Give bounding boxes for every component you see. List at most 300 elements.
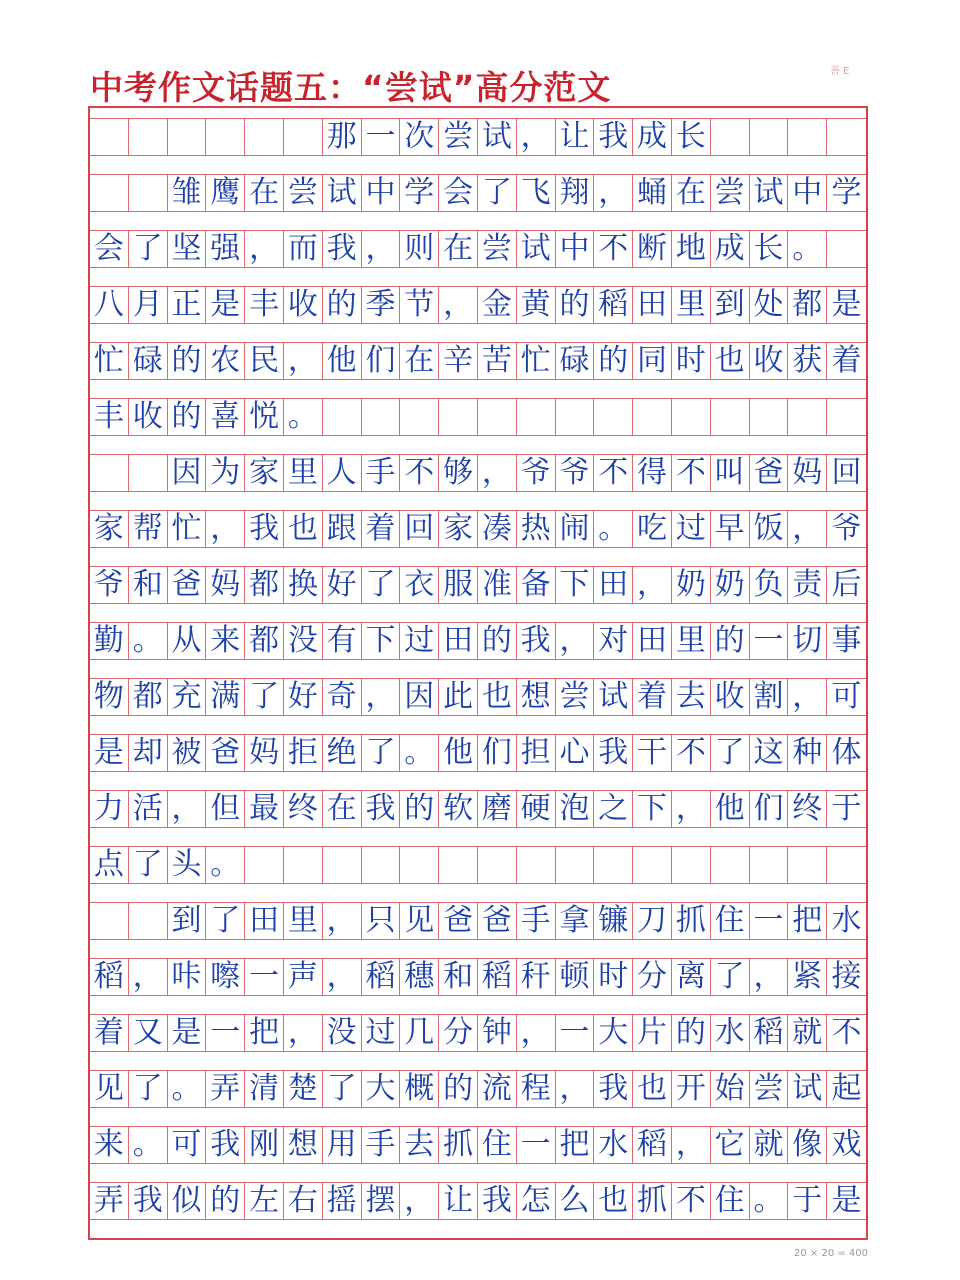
- grid-cell: 是: [206, 287, 245, 323]
- grid-cell: 没: [323, 1015, 362, 1051]
- grid-cell: 接: [831, 959, 862, 994]
- grid-cell: 在: [323, 791, 362, 827]
- grid-cell: 爸: [206, 735, 245, 771]
- grid-cell: 不: [594, 231, 633, 267]
- grid-cell: 都: [245, 623, 284, 659]
- grid-cell: 了: [478, 175, 517, 211]
- essay-topic-title: 中考作文话题五：“尝试”高分范文: [90, 68, 612, 107]
- grid-cell: 满: [206, 679, 245, 715]
- grid-cell: 有: [323, 623, 362, 659]
- grid-cell: 妈: [206, 567, 245, 603]
- grid-cell: 软: [439, 791, 478, 827]
- grid-cell: ，: [478, 455, 517, 491]
- grid-cell: 戏: [831, 1127, 862, 1162]
- grid-cell: 可: [168, 1127, 207, 1163]
- grid-cell: [517, 399, 556, 435]
- grid-cell: 程: [517, 1071, 556, 1107]
- grid-cell: 下: [362, 623, 401, 659]
- grid-cell: 试: [478, 119, 517, 155]
- grid-cell: 过: [672, 511, 711, 547]
- grid-cell: [478, 847, 517, 883]
- grid-cell: 就: [750, 1127, 789, 1163]
- grid-cell: 像: [788, 1127, 827, 1163]
- grid-cell: 一: [517, 1127, 556, 1163]
- grid-cell: 碌: [556, 343, 595, 379]
- essay-line: [90, 566, 866, 604]
- grid-cell: 去: [400, 1127, 439, 1163]
- grid-cell: ，: [633, 567, 672, 603]
- grid-cell: 学: [831, 175, 862, 210]
- grid-cell: 分: [439, 1015, 478, 1051]
- grid-cell: 了: [129, 231, 168, 267]
- grid-cell: 学: [400, 175, 439, 211]
- grid-cell: [556, 847, 595, 883]
- grid-cell: 种: [788, 735, 827, 771]
- grid-cell: 抓: [672, 903, 711, 939]
- grid-cell: 都: [245, 567, 284, 603]
- essay-line: [90, 174, 866, 212]
- grid-cell: 爸: [478, 903, 517, 939]
- grid-cell: 水: [831, 903, 862, 938]
- grid-cell: 不: [672, 1183, 711, 1219]
- grid-cell: 田: [594, 567, 633, 603]
- grid-cell: [711, 119, 750, 155]
- grid-cell: 绝: [323, 735, 362, 771]
- grid-cell: 成: [633, 119, 672, 155]
- grid-cell: 试: [788, 1071, 827, 1107]
- grid-cell: 被: [168, 735, 207, 771]
- grid-cell: 是: [90, 735, 129, 771]
- grid-cell: 了: [362, 567, 401, 603]
- grid-cell: 的: [672, 1015, 711, 1051]
- grid-cell: 不: [400, 455, 439, 491]
- grid-cell: 的: [594, 343, 633, 379]
- grid-cell: ，: [556, 623, 595, 659]
- grid-cell: 摇: [323, 1183, 362, 1219]
- grid-cell: 服: [439, 567, 478, 603]
- grid-cell: [362, 399, 401, 435]
- grid-cell: 声: [284, 959, 323, 995]
- grid-cell: ，: [206, 511, 245, 547]
- grid-cell: 可: [831, 679, 862, 714]
- grid-cell: 水: [594, 1127, 633, 1163]
- grid-cell: 在: [672, 175, 711, 211]
- grid-cell: 去: [672, 679, 711, 715]
- essay-line: [90, 342, 866, 380]
- grid-cell: 尝: [284, 175, 323, 211]
- grid-cell: 坚: [168, 231, 207, 267]
- grid-cell: 收: [711, 679, 750, 715]
- grid-cell: 一: [362, 119, 401, 155]
- grid-cell: 试: [517, 231, 556, 267]
- grid-cell: 闹: [556, 511, 595, 547]
- grid-cell: ，: [284, 1015, 323, 1051]
- grid-cell: 回: [831, 455, 862, 490]
- essay-line: [90, 286, 866, 324]
- grid-cell: 楚: [284, 1071, 323, 1107]
- grid-cell: 着: [90, 1015, 129, 1051]
- grid-cell: 次: [400, 119, 439, 155]
- grid-cell: 翔: [556, 175, 595, 211]
- grid-cell: 季: [362, 287, 401, 323]
- grid-cell: 里: [284, 455, 323, 491]
- grid-cell: 我: [478, 1183, 517, 1219]
- grid-cell: 一: [245, 959, 284, 995]
- grid-cell: 让: [439, 1183, 478, 1219]
- grid-cell: [245, 847, 284, 883]
- grid-cell: 备: [517, 567, 556, 603]
- grid-cell: 月: [129, 287, 168, 323]
- grid-cell: 好: [323, 567, 362, 603]
- grid-cell: 着: [362, 511, 401, 547]
- grid-cell: 手: [362, 1127, 401, 1163]
- grid-cell: 拒: [284, 735, 323, 771]
- grid-cell: 的: [711, 623, 750, 659]
- grid-cell: 大: [362, 1071, 401, 1107]
- grid-cell: [439, 399, 478, 435]
- grid-cell: 。: [400, 735, 439, 771]
- grid-cell: 爷: [90, 567, 129, 603]
- grid-cell: 蛹: [633, 175, 672, 211]
- grid-cell: 的: [439, 1071, 478, 1107]
- grid-cell: ，: [323, 903, 362, 939]
- grid-cell: 在: [400, 343, 439, 379]
- grid-cell: [129, 903, 168, 939]
- grid-cell: 稻: [594, 287, 633, 323]
- grid-cell: 点: [90, 847, 129, 883]
- essay-line: [90, 958, 866, 996]
- grid-cell: 试: [750, 175, 789, 211]
- grid-cell: 。: [750, 1183, 789, 1219]
- grid-cell: 断: [633, 231, 672, 267]
- grid-cell: 碌: [129, 343, 168, 379]
- grid-cell: [284, 119, 323, 155]
- grid-cell: 里: [284, 903, 323, 939]
- grid-cell: 也: [478, 679, 517, 715]
- grid-cell: 处: [750, 287, 789, 323]
- grid-cell: ，: [594, 175, 633, 211]
- grid-cell: 摆: [362, 1183, 401, 1219]
- grid-cell: 他: [711, 791, 750, 827]
- grid-cell: 始: [711, 1071, 750, 1107]
- grid-cell: 弄: [90, 1183, 129, 1219]
- grid-cell: ，: [672, 791, 711, 827]
- grid-cell: 民: [245, 343, 284, 379]
- grid-cell: 顿: [556, 959, 595, 995]
- grid-cell: [517, 847, 556, 883]
- grid-cell: 磨: [478, 791, 517, 827]
- grid-cell: 。: [129, 623, 168, 659]
- grid-cell: 里: [672, 623, 711, 659]
- grid-cell: 丰: [245, 287, 284, 323]
- grid-cell: 是: [168, 1015, 207, 1051]
- grid-cell: 尝: [750, 1071, 789, 1107]
- grid-cell: 着: [633, 679, 672, 715]
- grid-cell: 八: [90, 287, 129, 323]
- grid-cell: 奶: [672, 567, 711, 603]
- grid-cell: 里: [672, 287, 711, 323]
- grid-cell: 爷: [517, 455, 556, 491]
- grid-cell: [90, 175, 129, 211]
- grid-cell: [556, 399, 595, 435]
- grid-cell: 的: [556, 287, 595, 323]
- grid-cell: 是: [831, 287, 862, 322]
- grid-cell: 物: [90, 679, 129, 715]
- grid-cell: 辛: [439, 343, 478, 379]
- grid-cell: 到: [168, 903, 207, 939]
- grid-cell: 则: [400, 231, 439, 267]
- essay-line: [90, 1070, 866, 1108]
- grid-cell: 黄: [517, 287, 556, 323]
- essay-line: [90, 1126, 866, 1164]
- grid-cell: 没: [284, 623, 323, 659]
- grid-cell: 得: [633, 455, 672, 491]
- grid-cell: 它: [711, 1127, 750, 1163]
- grid-cell: 妈: [788, 455, 827, 491]
- grid-cell: 住: [478, 1127, 517, 1163]
- grid-cell: 过: [400, 623, 439, 659]
- grid-cell: 离: [672, 959, 711, 995]
- grid-cell: ，: [323, 959, 362, 995]
- grid-cell: 心: [556, 735, 595, 771]
- grid-cell: 把: [556, 1127, 595, 1163]
- grid-cell: 那: [323, 119, 362, 155]
- grid-cell: 大: [594, 1015, 633, 1051]
- grid-cell: 时: [594, 959, 633, 995]
- grid-cell: 奇: [323, 679, 362, 715]
- grid-cell: 够: [439, 455, 478, 491]
- grid-cell: 了: [206, 903, 245, 939]
- grid-cell: 割: [750, 679, 789, 715]
- grid-cell: 也: [594, 1183, 633, 1219]
- grid-cell: 我: [323, 231, 362, 267]
- grid-cell: 干: [633, 735, 672, 771]
- grid-cell: 想: [284, 1127, 323, 1163]
- grid-cell: ，: [556, 1071, 595, 1107]
- grid-cell: 回: [400, 511, 439, 547]
- grid-cell: 衣: [400, 567, 439, 603]
- corner-mark: 善 E: [830, 66, 850, 77]
- grid-cell: [827, 847, 866, 883]
- grid-cell: ，: [788, 679, 827, 715]
- grid-cell: 片: [633, 1015, 672, 1051]
- grid-cell: [672, 847, 711, 883]
- grid-cell: 这: [750, 735, 789, 771]
- grid-cell: [633, 399, 672, 435]
- grid-cell: 一: [750, 623, 789, 659]
- grid-cell: 稻: [90, 959, 129, 995]
- grid-cell: 来: [206, 623, 245, 659]
- grid-cell: 左: [245, 1183, 284, 1219]
- grid-cell: 收: [284, 287, 323, 323]
- grid-cell: [90, 455, 129, 491]
- grid-cell: 农: [206, 343, 245, 379]
- grid-cell: 丰: [90, 399, 129, 435]
- grid-cell: 饭: [750, 511, 789, 547]
- grid-cell: 用: [323, 1127, 362, 1163]
- grid-cell: 镰: [594, 903, 633, 939]
- grid-cell: 分: [633, 959, 672, 995]
- grid-cell: 抓: [439, 1127, 478, 1163]
- grid-cell: 嚓: [206, 959, 245, 995]
- grid-cell: [284, 847, 323, 883]
- grid-cell: 弄: [206, 1071, 245, 1107]
- grid-cell: 鹰: [206, 175, 245, 211]
- grid-cell: 勤: [90, 623, 129, 659]
- grid-cell: 泡: [556, 791, 595, 827]
- grid-cell: [788, 399, 827, 435]
- grid-cell: 们: [750, 791, 789, 827]
- grid-cell: 尝: [556, 679, 595, 715]
- essay-line: [90, 734, 866, 772]
- grid-cell: 稻: [478, 959, 517, 995]
- grid-cell: 的: [168, 399, 207, 435]
- grid-cell: 苦: [478, 343, 517, 379]
- grid-cell: 开: [672, 1071, 711, 1107]
- grid-cell: [711, 847, 750, 883]
- grid-cell: 起: [831, 1071, 862, 1106]
- grid-cell: 终: [284, 791, 323, 827]
- grid-cell: 担: [517, 735, 556, 771]
- grid-cell: 清: [245, 1071, 284, 1107]
- grid-cell: [129, 175, 168, 211]
- grid-cell: 稻: [362, 959, 401, 995]
- grid-cell: 了: [129, 1071, 168, 1107]
- grid-cell: 了: [362, 735, 401, 771]
- grid-cell: 右: [284, 1183, 323, 1219]
- essay-line: [90, 902, 866, 940]
- essay-line: [90, 622, 866, 660]
- grid-cell: ，: [750, 959, 789, 995]
- grid-cell: 却: [129, 735, 168, 771]
- grid-cell: 和: [439, 959, 478, 995]
- essay-title-row: [90, 118, 866, 156]
- grid-cell: 他: [439, 735, 478, 771]
- grid-cell: 的: [400, 791, 439, 827]
- grid-cell: 后: [831, 567, 862, 602]
- grid-cell: 。: [284, 399, 323, 435]
- grid-cell: [90, 119, 129, 155]
- grid-cell: 了: [323, 1071, 362, 1107]
- grid-cell: 强: [206, 231, 245, 267]
- grid-cell: 试: [594, 679, 633, 715]
- grid-cell: ，: [129, 959, 168, 995]
- grid-cell: 流: [478, 1071, 517, 1107]
- grid-cell: 了: [245, 679, 284, 715]
- grid-cell: [90, 903, 129, 939]
- grid-cell: 收: [750, 343, 789, 379]
- grid-cell: 我: [594, 1071, 633, 1107]
- grid-cell: 都: [129, 679, 168, 715]
- grid-cell: 不: [594, 455, 633, 491]
- grid-cell: 我: [129, 1183, 168, 1219]
- grid-cell: 手: [362, 455, 401, 491]
- grid-cell: 把: [245, 1015, 284, 1051]
- grid-cell: 住: [711, 1183, 750, 1219]
- grid-cell: 对: [594, 623, 633, 659]
- grid-cell: 下: [633, 791, 672, 827]
- grid-cell: 长: [750, 231, 789, 267]
- grid-cell: 到: [711, 287, 750, 323]
- grid-cell: 爷: [556, 455, 595, 491]
- grid-cell: 们: [362, 343, 401, 379]
- grid-cell: 叫: [711, 455, 750, 491]
- grid-cell: 的: [323, 287, 362, 323]
- grid-cell: 田: [633, 287, 672, 323]
- grid-cell: 换: [284, 567, 323, 603]
- grid-cell: 飞: [517, 175, 556, 211]
- grid-cell: 把: [788, 903, 827, 939]
- grid-cell: 刀: [633, 903, 672, 939]
- grid-cell: 田: [439, 623, 478, 659]
- grid-cell: ，: [400, 1183, 439, 1219]
- grid-cell: 中: [362, 175, 401, 211]
- grid-cell: [788, 847, 827, 883]
- grid-cell: 我: [594, 735, 633, 771]
- grid-cell: [711, 399, 750, 435]
- grid-cell: [168, 119, 207, 155]
- grid-cell: 了: [711, 735, 750, 771]
- grid-cell: [245, 119, 284, 155]
- grid-cell: 爸: [750, 455, 789, 491]
- grid-cell: 获: [788, 343, 827, 379]
- grid-cell: [439, 847, 478, 883]
- grid-cell: 力: [90, 791, 129, 827]
- grid-cell: [750, 119, 789, 155]
- grid-cell: 地: [672, 231, 711, 267]
- grid-cell: 穗: [400, 959, 439, 995]
- grid-cell: 我: [517, 623, 556, 659]
- grid-cell: 忙: [90, 343, 129, 379]
- grid-cell: 事: [831, 623, 862, 658]
- essay-line: [90, 398, 866, 436]
- grid-cell: 在: [439, 231, 478, 267]
- essay-line: [90, 1182, 866, 1220]
- grid-cell: [400, 399, 439, 435]
- grid-cell: 刚: [245, 1127, 284, 1163]
- grid-cell: 成: [711, 231, 750, 267]
- grid-cell: ，: [362, 679, 401, 715]
- grid-cell: 中: [788, 175, 827, 211]
- grid-cell: 见: [400, 903, 439, 939]
- grid-cell: [827, 231, 866, 267]
- grid-cell: 只: [362, 903, 401, 939]
- grid-cell: 。: [129, 1127, 168, 1163]
- grid-cell: [362, 847, 401, 883]
- grid-cell: 从: [168, 623, 207, 659]
- grid-cell: 中: [556, 231, 595, 267]
- grid-cell: 他: [323, 343, 362, 379]
- grid-cell: 和: [129, 567, 168, 603]
- grid-cell: 尝: [439, 119, 478, 155]
- grid-cell: ，: [517, 1015, 556, 1051]
- grid-cell: 长: [672, 119, 711, 155]
- grid-cell: 水: [711, 1015, 750, 1051]
- grid-cell: 怎: [517, 1183, 556, 1219]
- grid-cell: 想: [517, 679, 556, 715]
- grid-cell: 尝: [711, 175, 750, 211]
- grid-cell: 紧: [788, 959, 827, 995]
- grid-cell: 着: [831, 343, 862, 378]
- essay-line: [90, 454, 866, 492]
- grid-cell: 跟: [323, 511, 362, 547]
- grid-cell: 充: [168, 679, 207, 715]
- grid-cell: 雏: [168, 175, 207, 211]
- grid-cell: 又: [129, 1015, 168, 1051]
- manuscript-grid-paper: [88, 106, 868, 1240]
- grid-cell: 同: [633, 343, 672, 379]
- grid-cell: 咔: [168, 959, 207, 995]
